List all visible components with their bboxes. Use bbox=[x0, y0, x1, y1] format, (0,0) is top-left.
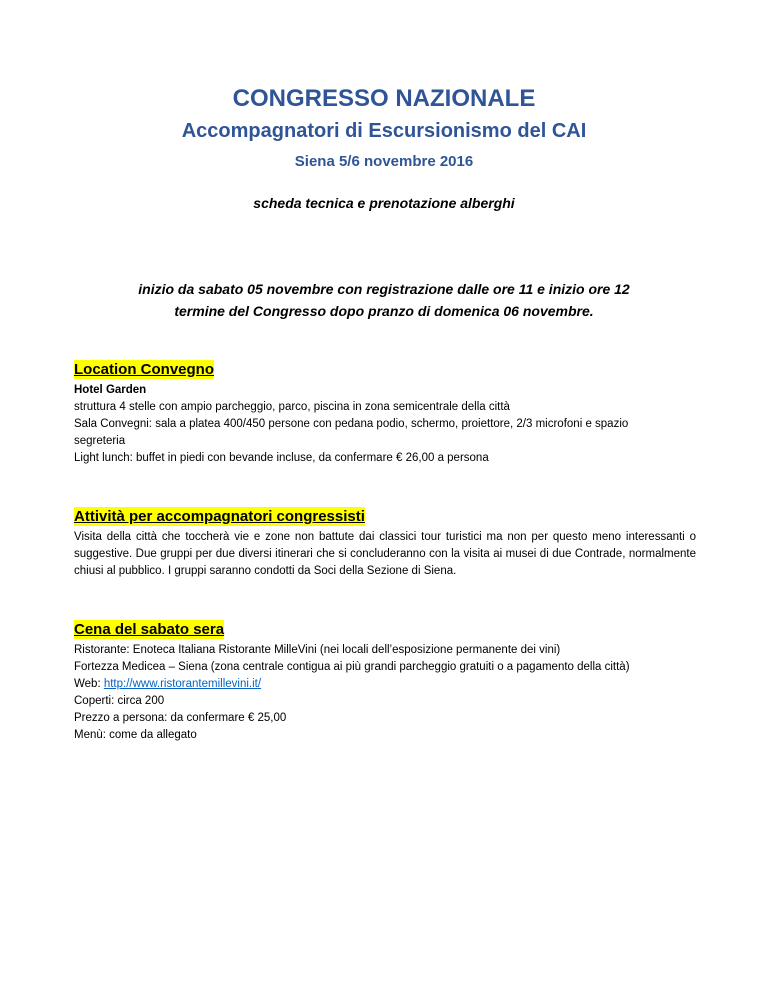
location-line: Light lunch: buffet in piedi con bevande incluse, da confermare € 26,00 a persona bbox=[74, 452, 489, 464]
section-location bbox=[74, 360, 696, 467]
attivita-text: Visita della città che toccherà vie e zone non battute dai classici tour turistici ma non per questo meno interessanti o suggestive. Due gruppi per due diversi itinerari che si concluderanno con la visita ai musei di due Contrade, normalmente chiusi al pubblico. I gruppi saranno condotti da Soci della Sezione di Siena. bbox=[74, 531, 696, 577]
section-cena bbox=[74, 620, 696, 744]
section-attivita bbox=[74, 507, 696, 580]
cena-line: Menù: come da allegato bbox=[74, 729, 197, 741]
cena-line: Coperti: circa 200 bbox=[74, 695, 165, 707]
section-heading-cena: Cena del sabato sera bbox=[74, 621, 225, 638]
location-line: Sala Convegni: sala a platea 400/450 persone con pedana podio, schermo, proiettore, 2/3 microfoni e spazio bbox=[74, 418, 629, 430]
cena-web bbox=[74, 676, 696, 693]
document-type: scheda tecnica e prenotazione alberghi bbox=[253, 195, 515, 211]
restaurant-website-link[interactable]: http://www.ristorantemillevini.it/ bbox=[103, 678, 262, 690]
event-date-place: Siena 5/6 novembre 2016 bbox=[294, 153, 474, 170]
cena-line: Fortezza Medicea – Siena (zona centrale contigua ai più grandi parcheggio gratuiti o a pagamento della città) bbox=[74, 661, 630, 673]
intro-block bbox=[0, 278, 768, 322]
web-label: Web: bbox=[74, 678, 104, 690]
page-title: CONGRESSO NAZIONALE bbox=[232, 85, 536, 112]
location-line: struttura 4 stelle con ampio parcheggio, parco, piscina in zona semicentrale della città bbox=[74, 401, 510, 413]
cena-line: Ristorante: Enoteca Italiana Ristorante MilleVini (nei locali dell’esposizione permanente dei vini) bbox=[74, 644, 561, 656]
page-subtitle: Accompagnatori di Escursionismo del CAI bbox=[181, 120, 587, 142]
hotel-name: Hotel Garden bbox=[74, 384, 147, 396]
location-line: segreteria bbox=[74, 435, 126, 447]
cena-line: Prezzo a persona: da confermare € 25,00 bbox=[74, 712, 287, 724]
intro-line-start: inizio da sabato 05 novembre con registrazione dalle ore 11 e inizio ore 12 bbox=[138, 281, 630, 297]
section-heading-attivita: Attività per accompagnatori congressisti bbox=[74, 508, 365, 525]
section-heading-location: Location Convegno bbox=[74, 361, 214, 378]
intro-line-end: termine del Congresso dopo pranzo di domenica 06 novembre. bbox=[174, 303, 594, 319]
